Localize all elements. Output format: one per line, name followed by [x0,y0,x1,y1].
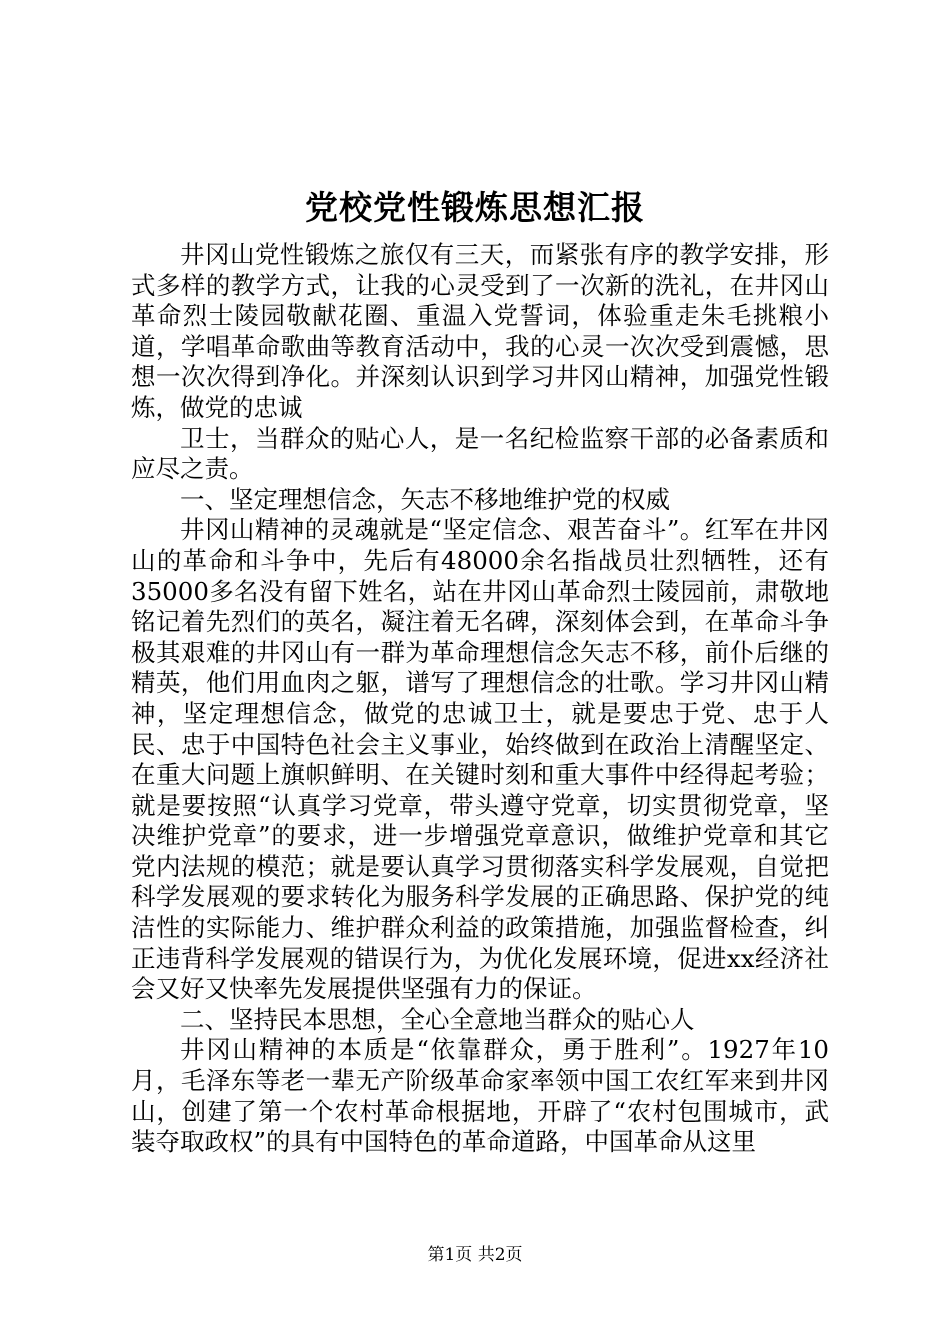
page-footer: 第1页 共2页 [427,1245,523,1265]
paragraph-section-two: 井冈山精神的本质是“依靠群众，勇于胜利”。1927年10月，毛泽东等老一辈无产阶级革命家率领中国工农红军来到井冈山，创建了第一个农村革命根据地，开辟了“农村包围城市，武装夺取政权”的具有中国特色的革命道路，中国革命从这里 [131,1035,829,1157]
section-heading-one: 一、坚定理想信念，矢志不移地维护党的权威 [180,484,670,514]
document-title: 党校党性锻炼思想汇报 [305,188,645,227]
paragraph-intro: 井冈山党性锻炼之旅仅有三天，而紧张有序的教学安排，形式多样的教学方式，让我的心灵受到了一次新的洗礼，在井冈山革命烈士陵园敬献花圈、重温入党誓词，体验重走朱毛挑粮小道，学唱革命歌曲等教育活动中，我的心灵一次次受到震憾，思想一次次得到净化。并深刻认识到学习井冈山精神，加强党性锻炼，做党的忠诚 [131,240,829,422]
paragraph-intro-continued: 卫士，当群众的贴心人，是一名纪检监察干部的必备素质和应尽之责。 [131,423,829,484]
section-heading-two: 二、坚持民本思想，全心全意地当群众的贴心人 [180,1004,695,1034]
document-body [131,240,829,1158]
paragraph-section-one: 井冈山精神的灵魂就是“坚定信念、艰苦奋斗”。红军在井冈山的革命和斗争中，先后有48000余名指战员壮烈牺牲，还有35000多名没有留下姓名，站在井冈山革命烈士陵园前，肃敬地铭记着先烈们的英名，凝注着无名碑，深刻体会到，在革命斗争极其艰难的井冈山有一群为革命理想信念矢志不移，前仆后继的精英，他们用血肉之躯，谱写了理想信念的壮歌。学习井冈山精神，坚定理想信念，做党的忠诚卫士，就是要忠于党、忠于人民、忠于中国特色社会主义事业，始终做到在政治上清醒坚定、在重大问题上旗帜鲜明、在关键时刻和重大事件中经得起考验；就是要按照“认真学习党章，带头遵守党章，切实贯彻党章，坚决维护党章”的要求，进一步增强党章意识，做维护党章和其它党内法规的模范；就是要认真学习贯彻落实科学发展观，自觉把科学发展观的要求转化为服务科学发展的正确思路、保护党的纯洁性的实际能力、维护群众利益的政策措施，加强监督检查，纠正违背科学发展观的错误行为，为优化发展环境，促进xx经济社会又好又快率先发展提供坚强有力的保证。 [131,515,829,1004]
